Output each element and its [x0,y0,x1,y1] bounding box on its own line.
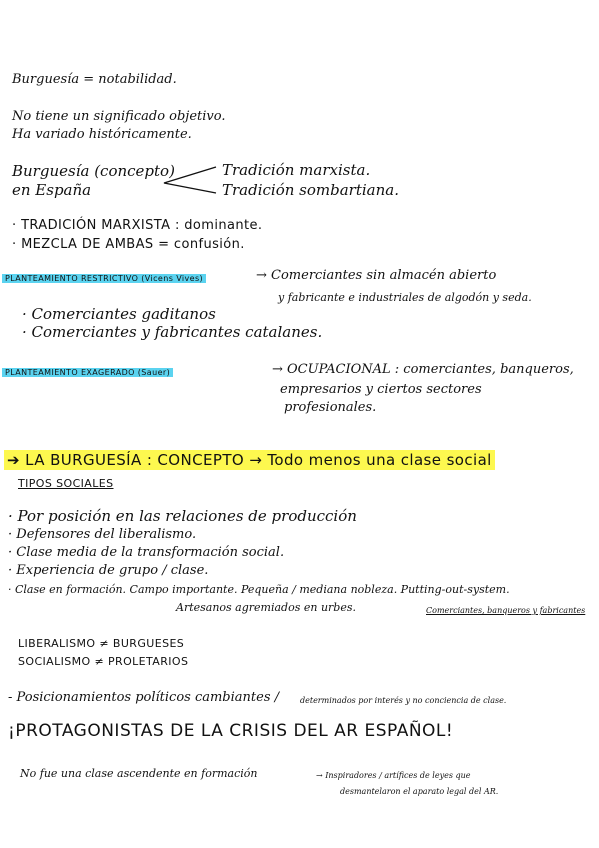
exagerado-arrow-text: → OCUPACIONAL : comerciantes, banqueros, [272,362,574,377]
final-no-fue-clase: No fue una clase ascendente en formación [20,767,258,780]
highlight-planteamiento-exagerado [2,365,173,381]
note-line-historicamente: Ha variado históricamente. [12,127,192,142]
restrictivo-bullet-gaditanos: · Comerciantes gaditanos [22,305,216,323]
socialismo-line: SOCIALISMO ≠ PROLETARIOS [18,655,189,668]
concept-right-line2: Tradición sombartiana. [222,181,399,199]
branch-bracket-icon [160,163,220,197]
exagerado-continuation-2: profesionales. [284,400,377,415]
point-experiencia-grupo: · Experiencia de grupo / clase. [8,563,209,578]
restrictivo-bullet-catalanes: · Comerciantes y fabricantes catalanes. [22,323,323,341]
restrictivo-arrow-text: → Comerciantes sin almacén abierto [256,268,497,283]
heading-highlight: ➔ LA BURGUESÍA : CONCEPTO → Todo menos una clase social [4,450,495,470]
exagerado-label: PLANTEAMIENTO EXAGERADO (Sauer) [2,368,173,377]
bullet-tradicion-marxista: · TRADICIÓN MARXISTA : dominante. [12,218,263,233]
tipos-sociales-label: TIPOS SOCIALES [18,477,114,490]
note-line-notabilidad: Burguesía = notabilidad. [12,72,177,87]
point-clase-formacion: · Clase en formación. Campo importante. Pequeña / mediana nobleza. Putting-out-system. [8,583,510,596]
exagerado-continuation-1: empresarios y ciertos sectores [280,382,482,397]
bullet-mezcla: · MEZCLA DE AMBAS = confusión. [12,237,245,252]
protagonistas-heading: ¡PROTAGONISTAS DE LA CRISIS DEL AR ESPAÑOL! [8,721,454,741]
concept-right-line1: Tradición marxista. [222,161,371,179]
final-inspiradores: → Inspiradores / artífices de leyes que [316,771,471,780]
section-heading-burguesia-concepto [4,452,495,468]
restrictivo-label: PLANTEAMIENTO RESTRICTIVO (Vicens Vives) [2,274,206,283]
point-posicion-produccion: · Por posición en las relaciones de producción [8,507,357,525]
liberalismo-line: LIBERALISMO ≠ BURGUESES [18,637,185,650]
highlight-planteamiento-restrictivo [2,271,206,287]
concept-left-line1: Burguesía (concepto) [12,162,175,180]
determinados-line: determinados por interés y no conciencia de clase. [300,696,507,705]
posicionamientos-line: - Posicionamientos políticos cambiantes / [8,690,280,705]
note-line-significado: No tiene un significado objetivo. [12,109,226,124]
concept-left-line2: en España [12,181,92,199]
point-defensores-liberalismo: · Defensores del liberalismo. [8,527,197,542]
point-comerciantes-banqueros: Comerciantes, banqueros y fabricantes [426,606,586,615]
point-artesanos: Artesanos agremiados en urbes. [176,601,356,614]
final-desmantelaron: desmantelaron el aparato legal del AR. [340,787,499,796]
restrictivo-continuation: y fabricante e industriales de algodón y seda. [278,291,532,304]
point-clase-media: · Clase media de la transformación social. [8,545,285,560]
